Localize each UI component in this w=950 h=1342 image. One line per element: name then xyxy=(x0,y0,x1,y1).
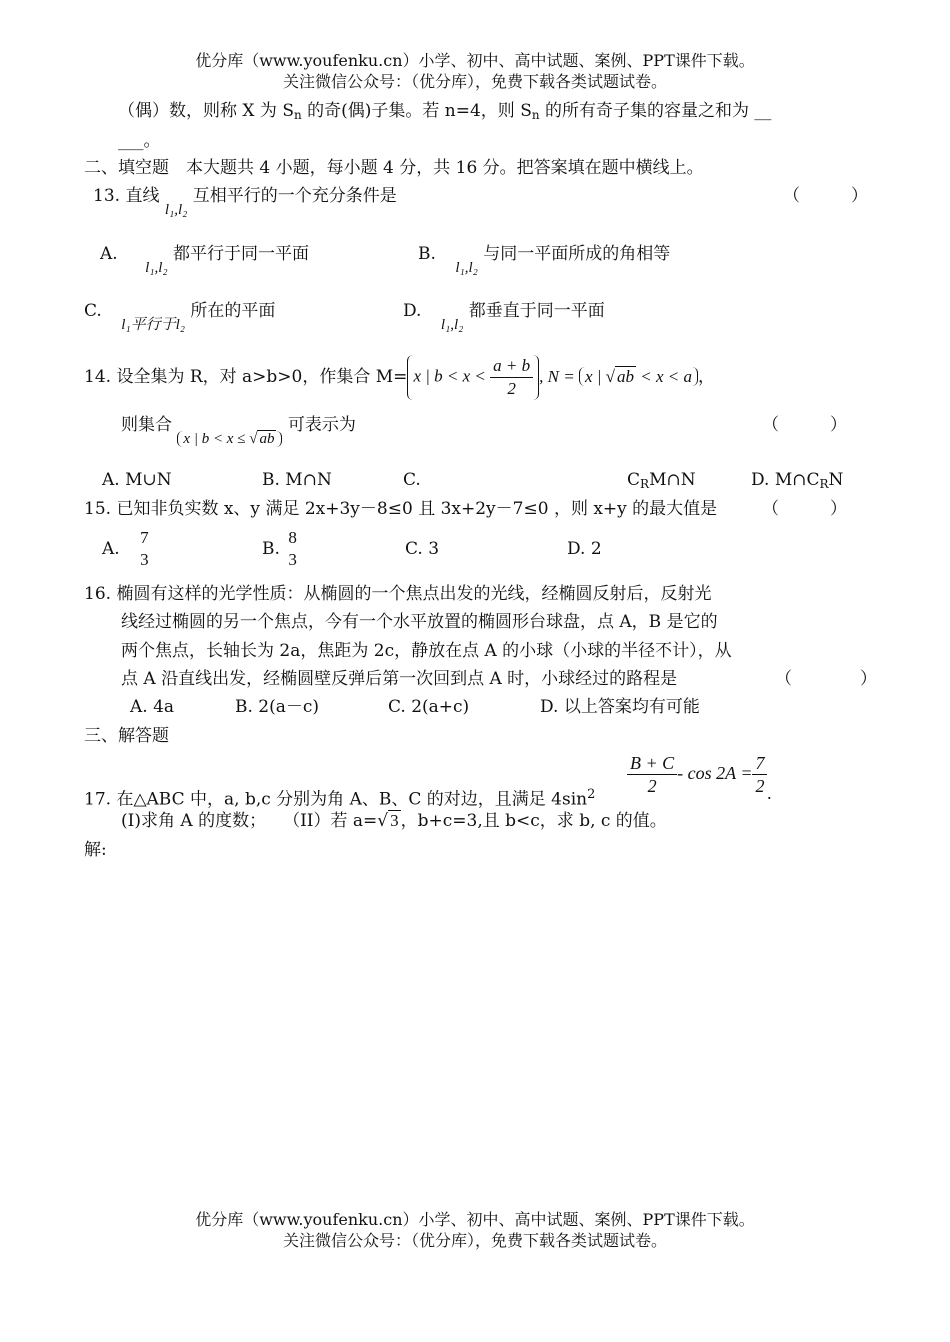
q17-formula: $\frac{B + C}{2}$ - cos 2A = $\frac{7}{2}$ . xyxy=(627,752,772,797)
q15-option-c[interactable]: C. 3 xyxy=(405,539,440,559)
q15-paren: （ ） xyxy=(762,499,847,519)
q15-fraction-b: 8 3 xyxy=(288,528,297,569)
q17-line-2: (I)求角 A 的度数； （II）若 a=√ 3 ，b+c=3,且 b<c，求 b, c 的值。 xyxy=(121,811,667,831)
q16-line-4: 点 A 沿直线出发，经椭圆壁反弹后第一次回到点 A 时，小球经过的路程是 xyxy=(121,669,678,689)
q15-option-b[interactable]: B. 8 3 xyxy=(262,527,300,571)
q14-set-m: x | b < x < $\frac{a + b}{2}$ xyxy=(407,355,539,400)
q13-option-d[interactable]: D. l₁,l₂ 都垂直于同一平面 xyxy=(403,301,605,333)
q16-paren: （ ） xyxy=(775,669,877,689)
q16-option-d[interactable]: D. 以上答案均有可能 xyxy=(540,697,700,717)
header-line-1: 优分库（www.youfenku.cn）小学、初中、高中试题、案例、PPT课件下载。 xyxy=(195,51,755,70)
q13-paren: （ ） xyxy=(783,186,868,206)
q13-l12: l₁,l₂ xyxy=(164,202,188,218)
section-3-title: 三、解答题 xyxy=(84,726,169,746)
q14-fraction: $\frac{a + b}{2}$ xyxy=(490,355,533,400)
q14-set-2: x | b < x ≤ √ ab xyxy=(177,431,282,447)
q12-tail-line-2: ___。 xyxy=(118,131,161,151)
q16-option-a[interactable]: A. 4a xyxy=(130,697,175,717)
q13-option-b[interactable]: B. l₁,l₂ 与同一平面所成的角相等 xyxy=(418,244,671,276)
header-line-2: 关注微信公众号：（优分库），免费下载各类试题试卷。 xyxy=(282,72,667,91)
q17-stem: 17. 在△ABC 中，a, b,c 分别为角 A、B、C 的对边，且满足 $4\sin^2$ xyxy=(84,787,596,810)
q17-fraction-2: $\frac{7}{2}$ xyxy=(752,752,767,797)
q17-fraction-1: $\frac{B + C}{2}$ xyxy=(627,752,677,797)
footer-line-2: 关注微信公众号：（优分库），免费下载各类试题试卷。 xyxy=(282,1231,667,1250)
q16-option-b[interactable]: B. 2(a－c) xyxy=(235,697,320,717)
q17-answer-label: 解: xyxy=(84,840,107,860)
q16-option-c[interactable]: C. 2(a+c) xyxy=(388,697,470,717)
q16-line-3: 两个焦点，长轴长为 2a，焦距为 2c，静放在点 A 的小球（小球的半径不计），从 xyxy=(121,641,732,661)
q13-stem: 13. 直线 l₁,l₂ 互相平行的一个充分条件是 xyxy=(93,186,397,218)
q15-option-d[interactable]: D. 2 xyxy=(567,539,602,559)
q16-line-1: 16. 椭圆有这样的光学性质：从椭圆的一个焦点出发的光线，经椭圆反射后，反射光 xyxy=(84,584,712,604)
q14-stem: 14. 设全集为 R，对 a>b>0，作集合 M= x | b < x < $\frac{a + b}{2}$ , N = x | √ ab < x < a ， xyxy=(84,356,716,398)
q13-option-a[interactable]: A. l₁,l₂ 都平行于同一平面 xyxy=(100,244,310,276)
q14-paren: （ ） xyxy=(762,415,847,435)
q15-stem: 15. 已知非负实数 x、y 满足 2x+3y－8≤0 且 3x+2y－7≤0 ，则 x+y 的最大值是 xyxy=(84,499,718,519)
q13-option-c[interactable]: C. l₁平行于l₂ 所在的平面 xyxy=(84,301,276,333)
q16-line-2: 线经过椭圆的另一个焦点，今有一个水平放置的椭圆形台球盘，点 A，B 是它的 xyxy=(121,612,718,632)
footer-line-1: 优分库（www.youfenku.cn）小学、初中、高中试题、案例、PPT课件下载。 xyxy=(195,1210,755,1229)
q14-set-n: x | √ ab < x < a xyxy=(579,367,698,386)
q14-option-b[interactable]: B. M∩N xyxy=(262,470,332,490)
q14-line-2: 则集合 x | b < x ≤ √ ab 可表示为 xyxy=(121,415,356,447)
q15-option-a[interactable]: A. 7 3 xyxy=(102,527,152,571)
q14-option-d[interactable]: D. $M\cap C_RN$ xyxy=(751,470,844,491)
section-2-title: 二、填空题 本大题共 4 小题，每小题 4 分，共 16 分。把答案填在题中横线上。 xyxy=(84,158,704,178)
q14-option-a[interactable]: A. M∪N xyxy=(102,470,172,490)
q14-option-c-value: $C_RM\cap N$ xyxy=(627,470,696,491)
q12-tail-line-1: （偶）数，则称 X 为 $S_n$ 的奇(偶)子集。若 n=4，则 $S_n$ 的所有奇子集的容量之和为 __ xyxy=(118,101,772,122)
q15-fraction-a: 7 3 xyxy=(140,528,149,569)
q14-option-c[interactable]: C. xyxy=(403,470,421,490)
